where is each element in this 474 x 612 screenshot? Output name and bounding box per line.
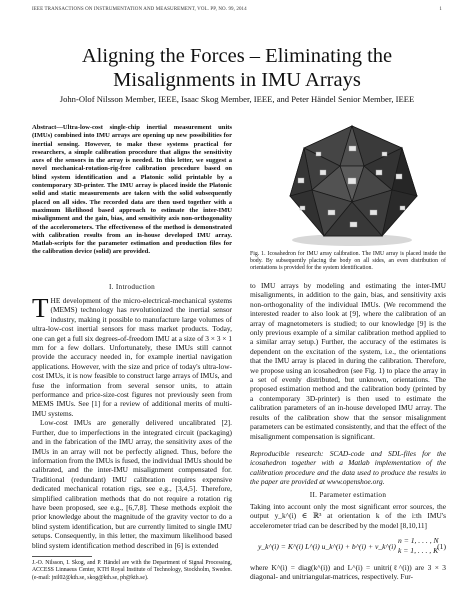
author-footnote: J.-O. Nilsson, I. Skog, and P. Händel are with the Department of Signal Processing, ACCESS Linnaeus Center, KTH Royal Institute of Technology, Stockholm, Sweden. (e-mail: jnil02@kth.se, skog@kth.se, ph@kth.se). [32,560,232,581]
icosahedron-image [252,118,444,248]
author-list: John-Olof Nilsson Member, IEEE, Isaac Skog Member, IEEE, and Peter Händel Senior Member, IEEE [59,94,415,104]
intro-continuation: to IMU arrays by modeling and estimating the inter-IMU misalignments, in addition to the gain, bias, and sensitivity axis non-orthogonality of the individual IMUs. (We recommend the interested reader to also look at [9], where the calibration of an array of magnetometers is studied; to our knowledge [9] is the only previous example of a similar calibration method applied to a similar array setup.) Further, the accuracy of the estimates is dependent on the excitation of the system, i.e., the orientations that the IMU array is placed in during the calibration. Therefore, we propose using an icosahedron (see Fig. 1) to place the array in a set of evenly distributed, but unknown, orientations. The proposed estimation method and the calibration body (printed by a contemporary 3D-printer) is then used to estimate the calibration parameters of an in-house developed IMU array. The results of the calibration show that the sensor misalignment parameters can be estimated consistently, and that the effect of the misalignment compensation is significant. [250,281,446,441]
equation-condition-n: n = 1, . . . , N [398,536,439,545]
paper-title [0,44,474,92]
equation-explanation: where K^(i) = diag(k^(i)) and L^(i) = unitri(ℓ^(i)) are 3 × 3 diagonal- and unitriangular-matrices, respectively. Fur- [250,563,446,582]
page-number: 1 [439,7,442,12]
equation-conditions [398,536,439,556]
title-line-2: Misalignments in IMU Arrays [113,69,361,91]
section-heading-parameter-estimation: II. Parameter estimation [309,491,387,499]
equation-body: y_k^(i) = K^(i) L^(i) u_k^(i) + b^(i) + v_k^(i) [258,542,396,551]
section-heading-introduction: I. Introduction [108,283,156,291]
journal-header: IEEE TRANSACTIONS ON INSTRUMENTATION AND MEASUREMENT, VOL. PP, NO. 99, 2014 [32,7,247,12]
equation-number: (1) [437,542,446,551]
equation-condition-k: k = 1, . . . , K [398,546,439,555]
running-header [32,7,442,15]
reproducible-research-note: Reproducible research: SCAD-code and SDL-files for the icosahedron together with a Matlab implementation of the calibration procedure and the data used to produce the results in the paper are provided at www.openshoe.org. [250,449,446,487]
footnote-rule [32,556,92,557]
introduction-text [32,293,233,550]
drop-cap: T [32,293,49,323]
intro-paragraph-2: Low-cost IMUs are generally delivered uncalibrated [2]. Further, due to imperfections in the integrated circuit (packaging) and in the fabrication of the IMU array, the sensitivity axes of the IMUs in an array will not be perfectly aligned. Thus, before the information from the IMUs is fused, the individual IMUs should be calibrated, and the inter-IMU misalignment compensated for. Traditional (redundant) IMU calibration requires expensive dedicated mechanical rotation rigs, see e.g., [3,4,5]. Therefore, simplified calibration methods that do not require a rotation rig have been proposed, see e.g., [6,7,8]. These methods exploit the prior knowledge about the magnitude of the gravity vector to do a blind system identification, but are currently limited to single IMU setups. Consequently, in this letter, the maximum likelihood based blind system identification method described in [6] is extended [32,418,232,550]
equation-1 [256,536,446,560]
parameter-estimation-text: Taking into account only the most significant error sources, the output y_k^(i) ∈ ℝ³ at orientation k of the i:th IMU's accelerometer triad can be described by the model [8,10,11] [250,502,446,530]
title-line-1: Aligning the Forces – Eliminating the [81,45,393,67]
intro-paragraph-1: HE development of the micro-electrical-mechanical systems (MEMS) technology has revolutionized the inertial sensor industry, making it possible to manufacture large volumes of ultra-low-cost inertial sensors for mass market products. Today, one can get a full six degrees-of-freedom IMU at a size of 3 × 3 × 1 mm for a few dollars. Unfortunately, these IMUs still cannot provide the accuracy needed in, for example inertial navigation applications. However, with the size and price of today's ultra-low-cost IMUs, it is now feasible to construct large arrays of IMUs, and fuse the information from several sensor units, to attain performance and price-size-cost figures not previously seen from MEMS IMUs. See [1] for a review of additional merits of multi-IMU systems. [32,296,233,418]
figure-caption: Fig. 1. Icosahedron for IMU array calibration. The IMU array is placed inside the body. By subsequently placing the body on all sides, an even distribution of orientations is provided for the system identification. [250,251,446,272]
icosahedron-figure [252,118,444,248]
abstract: Abstract—Ultra-low-cost single-chip inertial measurement units (IMUs) combined into IMU arrays are opening up new possibilities for inertial sensing. However, to make these systems practical for researchers, a simple calibration procedure that aligns the sensitivity axes of the sensors in the array is needed. In this letter, we suggest a novel mechanical-rotation-rig-free calibration procedure based on blind system identification and a Platonic solid printable by a contemporary 3D-printer. The IMU array is placed inside the Platonic solid and static measurements are taken with the solid subsequently placed on all sides. The recorded data are then used together with a maximum likelihood based approach to estimate the inter-IMU misalignment and the gain, bias, and sensitivity axis non-orthogonality of the accelerometers. The effectiveness of the method is demonstrated with calibration results from an in-house developed IMU array. Matlab-scripts for the parameter estimation and production files for the calibration device (solid) are provided. [32,124,232,256]
